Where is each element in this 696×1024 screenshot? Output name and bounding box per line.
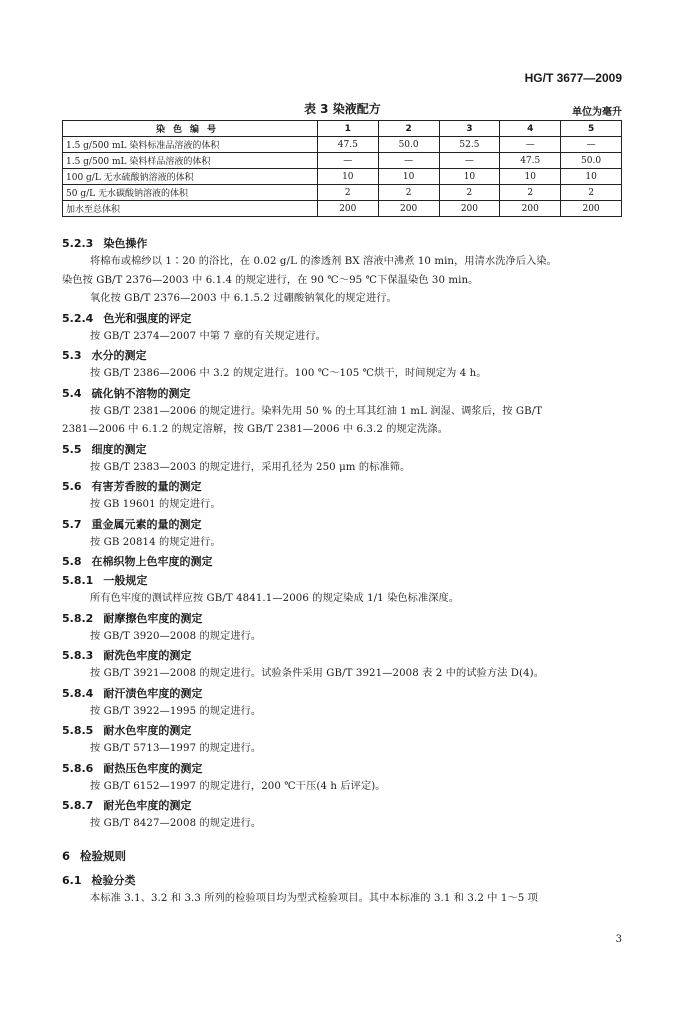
- paragraph: 按 GB/T 3921—2008 的规定进行。试验条件采用 GB/T 3921—2008 表 2 中的试验方法 D(4)。: [90, 668, 545, 679]
- table-header-cell: 4: [500, 121, 561, 137]
- section-number: 5.2.3: [62, 237, 94, 250]
- section-title: 耐洗色牢度的测定: [103, 649, 192, 662]
- row-label: 100 g/L 无水硫酸钠溶液的体积: [63, 169, 318, 185]
- table-cell: 2: [561, 185, 622, 201]
- section-title: 耐光色牢度的测定: [103, 799, 192, 812]
- paragraph: 按 GB/T 8427—2008 的规定进行。: [90, 818, 262, 829]
- section-number: 5.7: [62, 517, 82, 531]
- chapter-number: 6: [62, 848, 71, 863]
- chapter-title: 检验规则: [80, 848, 127, 863]
- section-number: 5.8.5: [62, 724, 94, 737]
- table-cell: 10: [439, 169, 500, 185]
- section-heading: [62, 440, 624, 459]
- section-title: 有害芳香胺的量的测定: [91, 480, 202, 493]
- paragraph: 按 GB/T 2386—2006 中 3.2 的规定进行。100 ℃～105 ℃烘干，时间规定为 4 h。: [90, 368, 487, 379]
- paragraph: 按 GB/T 2383—2003 的规定进行，采用孔径为 250 μm 的标准筛。: [90, 461, 411, 473]
- section-number: 6.1: [62, 873, 82, 887]
- row-label: 1.5 g/500 mL 染料样品溶液的体积: [63, 153, 318, 169]
- paragraph: 按 GB/T 2374—2007 中第 7 章的有关规定进行。: [90, 330, 326, 342]
- row-label: 50 g/L 无水碳酸钠溶液的体积: [63, 185, 318, 201]
- section-heading: [62, 646, 624, 665]
- section-heading: [62, 759, 624, 778]
- table-cell: 2: [378, 185, 439, 201]
- section-title: 在棉织物上色牢度的测定: [91, 555, 213, 568]
- paragraph: 染色按 GB/T 2376—2003 中 6.1.4 的规定进行，在 90 ℃～95 ℃下保温染色 30 min。: [62, 274, 479, 286]
- section-title: 耐水色牢度的测定: [103, 724, 192, 737]
- section-title: 水分的测定: [91, 349, 147, 362]
- section-title: 细度的测定: [91, 442, 147, 456]
- section-heading: [62, 796, 624, 815]
- table-cell: 47.5: [317, 137, 378, 153]
- section-number: 5.8.2: [62, 611, 94, 625]
- section-title: 检验分类: [91, 873, 136, 887]
- paragraph: 本标准 3.1、3.2 和 3.3 所列的检验项目均为型式检验项目。其中本标准的 3.1 和 3.2 中 1～5 项: [90, 892, 538, 904]
- table-cell: 50.0: [378, 137, 439, 153]
- dye-recipe-table: [62, 120, 622, 217]
- section-number: 5.8.3: [62, 649, 94, 662]
- section-number: 5.8.7: [62, 799, 94, 812]
- table-cell: 200: [500, 201, 561, 217]
- section-heading: [62, 721, 624, 740]
- table-cell: 200: [561, 201, 622, 217]
- table-row: [63, 153, 622, 169]
- section-title: 耐热压色牢度的测定: [103, 761, 203, 775]
- table-row: [63, 137, 622, 153]
- paragraph: 按 GB 20814 的规定进行。: [90, 536, 221, 548]
- section-heading: [62, 871, 624, 890]
- table-caption: 表 3 染液配方: [304, 102, 381, 116]
- section-number: 5.8.4: [62, 686, 94, 700]
- section-number: 5.2.4: [62, 311, 94, 325]
- table-cell: 10: [500, 169, 561, 185]
- table-cell: —: [561, 137, 622, 153]
- section-title: 重金属元素的量的测定: [91, 517, 202, 531]
- table-header-cell: 5: [561, 121, 622, 137]
- section-heading: [62, 384, 624, 403]
- section-heading: [62, 309, 624, 328]
- table-cell: 2: [500, 185, 561, 201]
- page-number: 3: [615, 934, 622, 945]
- section-number: 5.8.1: [62, 574, 94, 587]
- section-number: 5.5: [62, 442, 82, 456]
- section-heading: [62, 609, 624, 628]
- section-heading: [62, 234, 624, 253]
- table-cell: —: [500, 137, 561, 153]
- section-title: 硫化钠不溶物的测定: [91, 386, 191, 400]
- section-heading: [62, 571, 624, 590]
- standard-code: HG/T 3677—2009: [524, 71, 622, 85]
- table-cell: 10: [317, 169, 378, 185]
- section-number: 5.6: [62, 480, 82, 493]
- table-cell: —: [439, 153, 500, 169]
- section-title: 一般规定: [103, 574, 148, 587]
- table-cell: 47.5: [500, 153, 561, 169]
- table-cell: 200: [378, 201, 439, 217]
- section-number: 5.8.6: [62, 761, 94, 775]
- section-title: 耐汗渍色牢度的测定: [103, 686, 203, 700]
- paragraph: 2381—2006 中 6.1.2 的规定溶解，按 GB/T 2381—2006 中 6.3.2 的规定洗涤。: [62, 424, 448, 435]
- paragraph: 按 GB/T 3920—2008 的规定进行。: [90, 630, 262, 642]
- section-heading: [62, 552, 624, 571]
- table-header-cell: 1: [317, 121, 378, 137]
- chapter-heading: [62, 847, 624, 866]
- paragraph: 按 GB 19601 的规定进行。: [90, 499, 221, 510]
- table-cell: 200: [317, 201, 378, 217]
- row-label: 1.5 g/500 mL 染料标准品溶液的体积: [63, 137, 318, 153]
- section-heading: [62, 684, 624, 703]
- table-header-row: [63, 121, 622, 137]
- paragraph: 按 GB/T 5713—1997 的规定进行。: [90, 743, 262, 754]
- table-cell: 10: [561, 169, 622, 185]
- paragraph: 将棉布或棉纱以 1∶20 的浴比，在 0.02 g/L 的渗透剂 BX 溶液中沸煮 10 min，用清水洗净后入染。: [90, 256, 557, 267]
- section-title: 染色操作: [103, 237, 148, 250]
- table-cell: 52.5: [439, 137, 500, 153]
- section-number: 5.8: [62, 555, 82, 568]
- document-body: [62, 234, 624, 908]
- table-cell: 2: [317, 185, 378, 201]
- table-cell: 2: [439, 185, 500, 201]
- row-label: 加水至总体积: [63, 201, 318, 217]
- section-heading: [62, 477, 624, 496]
- table-header-cell: 2: [378, 121, 439, 137]
- section-title: 色光和强度的评定: [103, 311, 192, 325]
- table-cell: 10: [378, 169, 439, 185]
- table-cell: —: [317, 153, 378, 169]
- section-number: 5.4: [62, 386, 82, 400]
- paragraph: 按 GB/T 6152—1997 的规定进行，200 ℃干压(4 h 后评定)。: [90, 780, 386, 792]
- paragraph: 按 GB/T 3922—1995 的规定进行。: [90, 705, 262, 717]
- table-header-label: 染色编号: [63, 121, 318, 137]
- table-cell: —: [378, 153, 439, 169]
- paragraph: 所有色牢度的测试样应按 GB/T 4841.1—2006 的规定染成 1/1 染色标准深度。: [90, 593, 460, 604]
- table-cell: 200: [439, 201, 500, 217]
- table-row: [63, 185, 622, 201]
- section-title: 耐摩擦色牢度的测定: [103, 611, 203, 625]
- table-cell: 50.0: [561, 153, 622, 169]
- section-number: 5.3: [62, 349, 82, 362]
- table-header-cell: 3: [439, 121, 500, 137]
- section-heading: [62, 346, 624, 365]
- table-row: [63, 169, 622, 185]
- table-unit: 单位为毫升: [572, 107, 622, 118]
- paragraph: 按 GB/T 2381—2006 的规定进行。染料先用 50 % 的土耳其红油 1 mL 润湿、调浆后，按 GB/T: [90, 405, 543, 417]
- section-heading: [62, 515, 624, 534]
- table-row: [63, 201, 622, 217]
- paragraph: 氧化按 GB/T 2376—2003 中 6.1.5.2 过硼酸钠氧化的规定进行。: [90, 293, 397, 304]
